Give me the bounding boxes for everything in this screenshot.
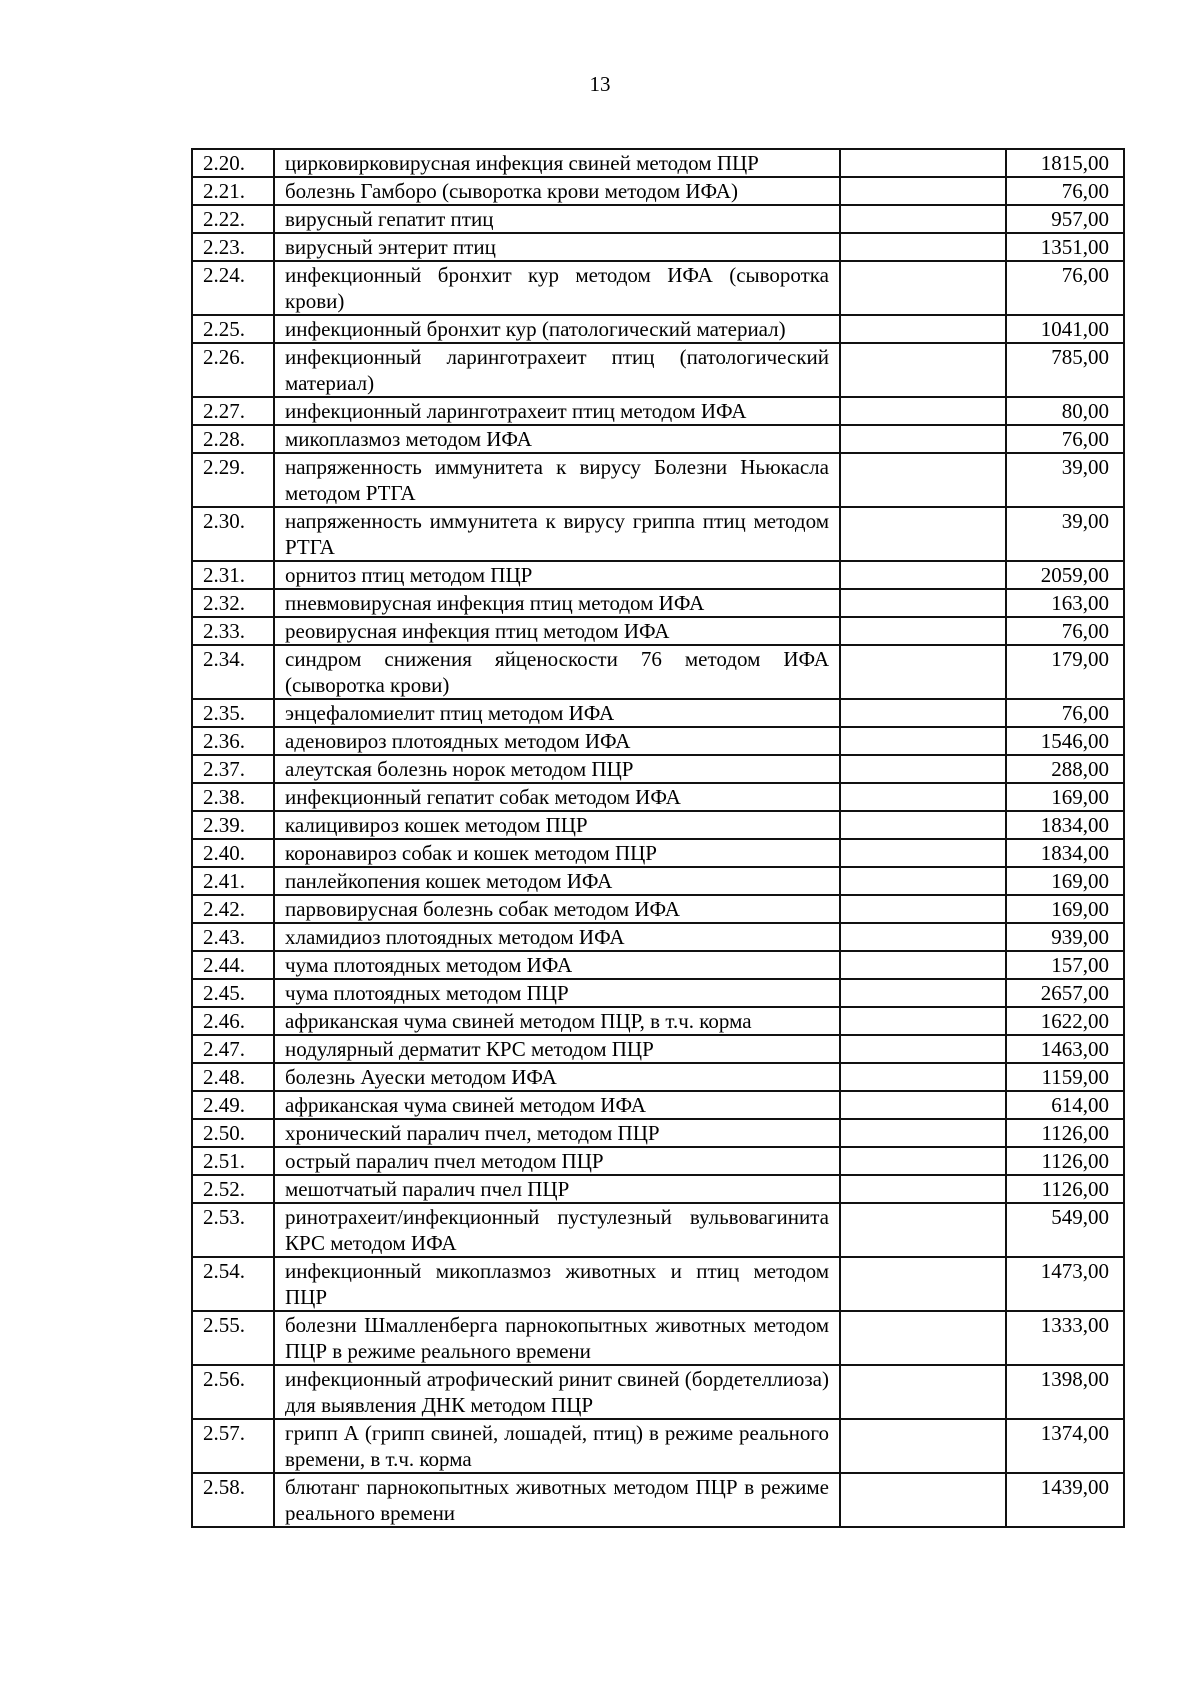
empty-cell	[840, 727, 1006, 755]
service-name: чума плотоядных методом ИФА	[274, 951, 840, 979]
service-price: 76,00	[1006, 425, 1124, 453]
table-row	[192, 811, 1124, 839]
row-number: 2.39.	[192, 811, 274, 839]
empty-cell	[840, 839, 1006, 867]
service-name: инфекционный бронхит кур методом ИФА (сыворотка крови)	[274, 261, 840, 315]
service-price: 1463,00	[1006, 1035, 1124, 1063]
service-name: энцефаломиелит птиц методом ИФА	[274, 699, 840, 727]
empty-cell	[840, 979, 1006, 1007]
empty-cell	[840, 1311, 1006, 1365]
row-number: 2.48.	[192, 1063, 274, 1091]
table-row	[192, 561, 1124, 589]
table-row	[192, 507, 1124, 561]
service-price: 179,00	[1006, 645, 1124, 699]
page-number: 13	[589, 72, 611, 96]
table-row	[192, 397, 1124, 425]
table-row	[192, 979, 1124, 1007]
table-row	[192, 727, 1124, 755]
table-row	[192, 1119, 1124, 1147]
service-name: микоплазмоз методом ИФА	[274, 425, 840, 453]
service-price: 1374,00	[1006, 1419, 1124, 1473]
row-number: 2.25.	[192, 315, 274, 343]
service-name: пневмовирусная инфекция птиц методом ИФА	[274, 589, 840, 617]
empty-cell	[840, 755, 1006, 783]
empty-cell	[840, 1147, 1006, 1175]
empty-cell	[840, 1203, 1006, 1257]
row-number: 2.21.	[192, 177, 274, 205]
service-name: хламидиоз плотоядных методом ИФА	[274, 923, 840, 951]
service-price: 39,00	[1006, 453, 1124, 507]
service-name: болезнь Гамборо (сыворотка крови методом ИФА)	[274, 177, 840, 205]
table-row	[192, 1063, 1124, 1091]
table-row	[192, 1147, 1124, 1175]
table-row	[192, 453, 1124, 507]
row-number: 2.36.	[192, 727, 274, 755]
empty-cell	[840, 453, 1006, 507]
table-row	[192, 1203, 1124, 1257]
row-number: 2.54.	[192, 1257, 274, 1311]
table-row	[192, 783, 1124, 811]
row-number: 2.55.	[192, 1311, 274, 1365]
empty-cell	[840, 811, 1006, 839]
service-price: 957,00	[1006, 205, 1124, 233]
service-price: 1126,00	[1006, 1119, 1124, 1147]
empty-cell	[840, 261, 1006, 315]
row-number: 2.35.	[192, 699, 274, 727]
row-number: 2.50.	[192, 1119, 274, 1147]
table-row	[192, 699, 1124, 727]
table-row	[192, 1257, 1124, 1311]
service-name: панлейкопения кошек методом ИФА	[274, 867, 840, 895]
row-number: 2.41.	[192, 867, 274, 895]
row-number: 2.42.	[192, 895, 274, 923]
service-name: цирковирковирусная инфекция свиней методом ПЦР	[274, 149, 840, 177]
empty-cell	[840, 425, 1006, 453]
table-row	[192, 645, 1124, 699]
row-number: 2.29.	[192, 453, 274, 507]
empty-cell	[840, 1007, 1006, 1035]
row-number: 2.33.	[192, 617, 274, 645]
empty-cell	[840, 149, 1006, 177]
service-name: хронический паралич пчел, методом ПЦР	[274, 1119, 840, 1147]
table-row	[192, 923, 1124, 951]
table-row	[192, 261, 1124, 315]
empty-cell	[840, 923, 1006, 951]
service-name: парвовирусная болезнь собак методом ИФА	[274, 895, 840, 923]
service-price: 1159,00	[1006, 1063, 1124, 1091]
row-number: 2.40.	[192, 839, 274, 867]
table-row	[192, 425, 1124, 453]
empty-cell	[840, 1175, 1006, 1203]
empty-cell	[840, 1419, 1006, 1473]
service-price: 1622,00	[1006, 1007, 1124, 1035]
service-price: 76,00	[1006, 699, 1124, 727]
row-number: 2.34.	[192, 645, 274, 699]
row-number: 2.46.	[192, 1007, 274, 1035]
table-row	[192, 617, 1124, 645]
service-name: коронавироз собак и кошек методом ПЦР	[274, 839, 840, 867]
row-number: 2.43.	[192, 923, 274, 951]
empty-cell	[840, 1063, 1006, 1091]
empty-cell	[840, 507, 1006, 561]
service-price: 1815,00	[1006, 149, 1124, 177]
row-number: 2.27.	[192, 397, 274, 425]
service-price: 76,00	[1006, 177, 1124, 205]
table-row	[192, 177, 1124, 205]
empty-cell	[840, 561, 1006, 589]
service-price: 1546,00	[1006, 727, 1124, 755]
service-name: инфекционный микоплазмоз животных и птиц методом ПЦР	[274, 1257, 840, 1311]
empty-cell	[840, 205, 1006, 233]
service-price: 1041,00	[1006, 315, 1124, 343]
row-number: 2.28.	[192, 425, 274, 453]
service-price: 1439,00	[1006, 1473, 1124, 1527]
service-name: болезни Шмалленберга парнокопытных животных методом ПЦР в режиме реального времени	[274, 1311, 840, 1365]
empty-cell	[840, 343, 1006, 397]
service-price: 1398,00	[1006, 1365, 1124, 1419]
empty-cell	[840, 1035, 1006, 1063]
table-row	[192, 951, 1124, 979]
row-number: 2.38.	[192, 783, 274, 811]
service-name: вирусный гепатит птиц	[274, 205, 840, 233]
table-row	[192, 589, 1124, 617]
price-table	[191, 148, 1125, 1528]
service-price: 549,00	[1006, 1203, 1124, 1257]
service-name: орнитоз птиц методом ПЦР	[274, 561, 840, 589]
service-price: 288,00	[1006, 755, 1124, 783]
table-row	[192, 1007, 1124, 1035]
service-name: калицивироз кошек методом ПЦР	[274, 811, 840, 839]
service-name: напряженность иммунитета к вирусу Болезни Ньюкасла методом РТГА	[274, 453, 840, 507]
service-name: инфекционный атрофический ринит свиней (бордетеллиоза) для выявления ДНК методом ПЦР	[274, 1365, 840, 1419]
table-row	[192, 1311, 1124, 1365]
empty-cell	[840, 951, 1006, 979]
empty-cell	[840, 589, 1006, 617]
row-number: 2.49.	[192, 1091, 274, 1119]
service-name: африканская чума свиней методом ИФА	[274, 1091, 840, 1119]
service-price: 1351,00	[1006, 233, 1124, 261]
service-name: блютанг парнокопытных животных методом ПЦР в режиме реального времени	[274, 1473, 840, 1527]
service-price: 39,00	[1006, 507, 1124, 561]
service-name: чума плотоядных методом ПЦР	[274, 979, 840, 1007]
table-row	[192, 149, 1124, 177]
service-name: напряженность иммунитета к вирусу гриппа птиц методом РТГА	[274, 507, 840, 561]
service-name: инфекционный бронхит кур (патологический материал)	[274, 315, 840, 343]
table-row	[192, 1035, 1124, 1063]
row-number: 2.31.	[192, 561, 274, 589]
service-name: нодулярный дерматит КРС методом ПЦР	[274, 1035, 840, 1063]
table-row	[192, 839, 1124, 867]
row-number: 2.23.	[192, 233, 274, 261]
service-name: африканская чума свиней методом ПЦР, в т.ч. корма	[274, 1007, 840, 1035]
service-name: реовирусная инфекция птиц методом ИФА	[274, 617, 840, 645]
service-price: 1333,00	[1006, 1311, 1124, 1365]
empty-cell	[840, 1119, 1006, 1147]
service-name: инфекционный ларинготрахеит птиц (патологический материал)	[274, 343, 840, 397]
empty-cell	[840, 783, 1006, 811]
row-number: 2.26.	[192, 343, 274, 397]
service-price: 157,00	[1006, 951, 1124, 979]
service-price: 163,00	[1006, 589, 1124, 617]
empty-cell	[840, 1257, 1006, 1311]
service-name: мешотчатый паралич пчел ПЦР	[274, 1175, 840, 1203]
empty-cell	[840, 177, 1006, 205]
empty-cell	[840, 397, 1006, 425]
table-row	[192, 233, 1124, 261]
table-row	[192, 1091, 1124, 1119]
row-number: 2.22.	[192, 205, 274, 233]
row-number: 2.37.	[192, 755, 274, 783]
table-row	[192, 1473, 1124, 1527]
table-row	[192, 1175, 1124, 1203]
service-price: 169,00	[1006, 895, 1124, 923]
service-name: алеутская болезнь норок методом ПЦР	[274, 755, 840, 783]
service-name: грипп А (грипп свиней, лошадей, птиц) в режиме реального времени, в т.ч. корма	[274, 1419, 840, 1473]
service-price: 76,00	[1006, 617, 1124, 645]
service-name: аденовироз плотоядных методом ИФА	[274, 727, 840, 755]
table-row	[192, 1365, 1124, 1419]
empty-cell	[840, 645, 1006, 699]
row-number: 2.32.	[192, 589, 274, 617]
table-row	[192, 1419, 1124, 1473]
service-price: 2059,00	[1006, 561, 1124, 589]
service-price: 169,00	[1006, 867, 1124, 895]
empty-cell	[840, 1473, 1006, 1527]
row-number: 2.56.	[192, 1365, 274, 1419]
service-name: вирусный энтерит птиц	[274, 233, 840, 261]
service-price: 76,00	[1006, 261, 1124, 315]
row-number: 2.53.	[192, 1203, 274, 1257]
service-name: инфекционный гепатит собак методом ИФА	[274, 783, 840, 811]
service-price: 785,00	[1006, 343, 1124, 397]
service-name: острый паралич пчел методом ПЦР	[274, 1147, 840, 1175]
row-number: 2.51.	[192, 1147, 274, 1175]
service-price: 1473,00	[1006, 1257, 1124, 1311]
row-number: 2.45.	[192, 979, 274, 1007]
service-price: 2657,00	[1006, 979, 1124, 1007]
service-name: болезнь Ауески методом ИФА	[274, 1063, 840, 1091]
empty-cell	[840, 315, 1006, 343]
table-row	[192, 315, 1124, 343]
service-price: 1834,00	[1006, 839, 1124, 867]
empty-cell	[840, 233, 1006, 261]
empty-cell	[840, 895, 1006, 923]
row-number: 2.30.	[192, 507, 274, 561]
row-number: 2.58.	[192, 1473, 274, 1527]
table-row	[192, 895, 1124, 923]
service-name: синдром снижения яйценоскости 76 методом ИФА (сыворотка крови)	[274, 645, 840, 699]
price-table-body	[192, 149, 1124, 1527]
service-price: 1126,00	[1006, 1175, 1124, 1203]
row-number: 2.20.	[192, 149, 274, 177]
service-price: 614,00	[1006, 1091, 1124, 1119]
row-number: 2.24.	[192, 261, 274, 315]
row-number: 2.44.	[192, 951, 274, 979]
service-price: 1126,00	[1006, 1147, 1124, 1175]
service-price: 80,00	[1006, 397, 1124, 425]
empty-cell	[840, 867, 1006, 895]
service-price: 1834,00	[1006, 811, 1124, 839]
row-number: 2.57.	[192, 1419, 274, 1473]
empty-cell	[840, 1091, 1006, 1119]
service-price: 169,00	[1006, 783, 1124, 811]
service-price: 939,00	[1006, 923, 1124, 951]
service-name: ринотрахеит/инфекционный пустулезный вульвовагинита КРС методом ИФА	[274, 1203, 840, 1257]
table-row	[192, 343, 1124, 397]
empty-cell	[840, 1365, 1006, 1419]
empty-cell	[840, 699, 1006, 727]
row-number: 2.52.	[192, 1175, 274, 1203]
table-row	[192, 867, 1124, 895]
empty-cell	[840, 617, 1006, 645]
service-name: инфекционный ларинготрахеит птиц методом ИФА	[274, 397, 840, 425]
table-row	[192, 205, 1124, 233]
table-row	[192, 755, 1124, 783]
row-number: 2.47.	[192, 1035, 274, 1063]
